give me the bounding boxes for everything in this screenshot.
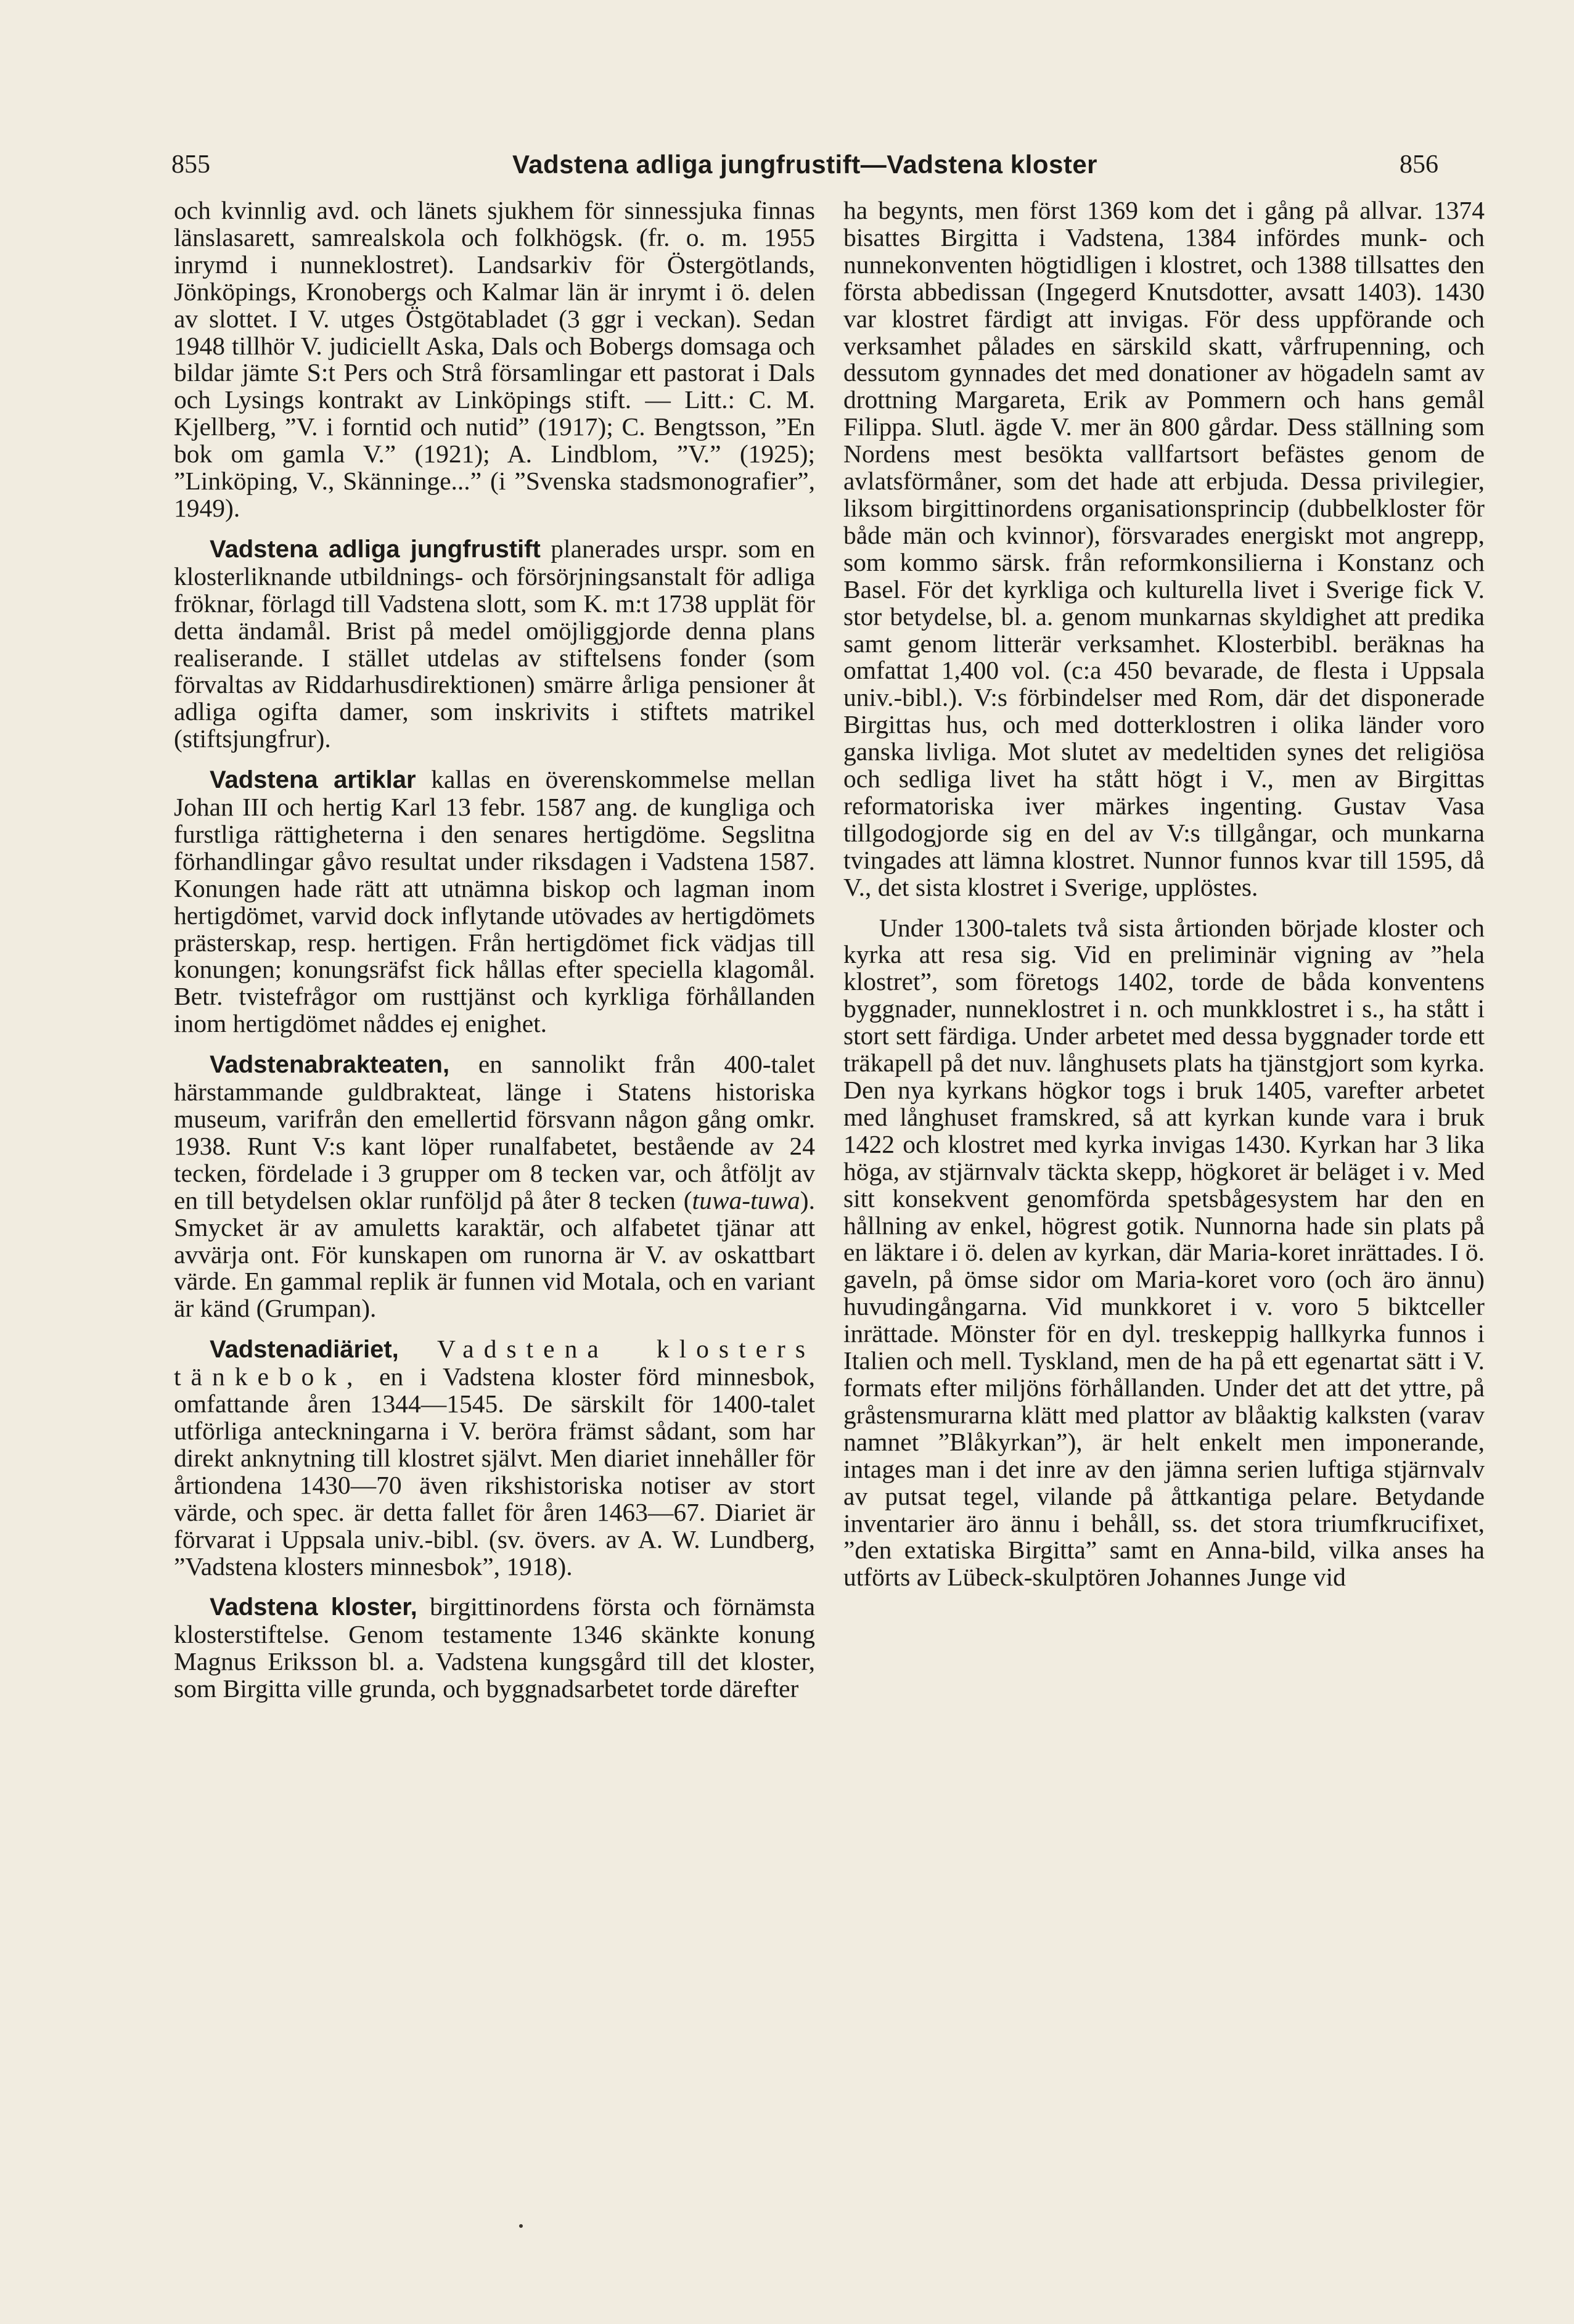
running-header xyxy=(171,143,1438,186)
entry-vadstenabrakteaten xyxy=(174,1051,815,1322)
continued-paragraph: ha begynts, men först 1369 kom det i gång på allvar. 1374 bisattes Birgitta i Vadstena, 1384 infördes munk- och nunnekonventen högtidligen i klostret, och 1388 tillsattes den första abbedissan (Ingegerd Knutsdotter, avsatt 1403). 1430 var klostret färdigt att invigas. För dess uppförande och verksamhet pålades en särskild skatt, vårfrupenning, och dessutom gynnades det med donationer av högadeln samt av drottning Margareta, Erik av Pommern och hans gemål Filippa. Slutl. ägde V. mer än 800 gårdar. Dess ställning som Nordens mest besökta vallfartsort befästes genom de avlatsförmåner, som det hade att erbjuda. Dessa privilegier, liksom birgittinordens organisationsprincip (dubbelkloster för både män och kvinnor), försvarades energiskt mot angrepp, som kommo särsk. från reformkonsilierna i Konstanz och Basel. För det kyrkliga och kulturella livet i Sverige fick V. stor betydelse, bl. a. genom munkarnas skyldighet att predika samt genom litterär verksamhet. Klosterbibl. beräknas ha omfattat 1,400 vol. (c:a 450 bevarade, de flesta i Uppsala univ.-bibl.). V:s förbindelser med Rom, där det disponerade Birgittas hus, och med dotterklostren i olika länder voro ganska livliga. Mot slutet av medeltiden synes det religiösa och sedliga livet ha stått högt i V., men av Birgittas reformatoriska iver märkes ingenting. Gustav Vasa tillgodogjorde sig en del av V:s tillgångar, och munkarna tvingades att lämna klostret. Nunnor funnos kvar till 1595, då V., det sista klostret i Sverige, upplöstes. xyxy=(843,197,1485,901)
entry-vadstenadiariet xyxy=(174,1336,815,1580)
entry-text: ). Smycket är av amuletts karaktär, och alfabetet tjänar att avvärja ont. För kunskapen om runorna är V. av oskattbart värde. En gammal replik är funnen vid Motala, och en variant är känd (Grumpan). xyxy=(174,1185,815,1323)
left-column xyxy=(174,197,815,2188)
page-number-right: 856 xyxy=(1400,150,1438,179)
entry-text: kallas en överenskommelse mellan Johan III och hertig Karl 13 febr. 1587 ang. de kungliga och furstliga rättigheterna i den senares hertigdöme. Segslitna förhandlingar gåvo resultat under riksdagen i Vadstena 1587. Konungen hade rätt att utnämna biskop och lagman inom hertigdömet, varvid dock inflytande utövades av hertigdömets prästerskap, resp. hertigen. Från hertigdömet fick vädjas till konungen; konungsräfst fick hållas efter speciella klagomål. Betr. tvistefrågor om rusttjänst och kyrkliga förhållanden inom hertigdömet nåddes ej enighet. xyxy=(174,765,815,1038)
entry-text: en sannolikt från 400-talet härstammande guldbrakteat, länge i Statens historiska museum, varifrån den emellertid försvann någon gång omkr. 1938. Runt V:s kant löper runalfabetet, bestående av 24 tecken, fördelade i 3 grupper om 8 tecken var, och åtföljt av en till betydelsen oklar runföljd på åter 8 tecken ( xyxy=(174,1050,815,1214)
continued-paragraph: och kvinnlig avd. och länets sjukhem för sinnessjuka finnas länslasarett, samrealskola och folkhögsk. (fr. o. m. 1955 inrymd i nunneklostret). Landsarkiv för Östergötlands, Jönköpings, Kronobergs och Kalmar län är inrymt i ö. delen av slottet. I V. utges Östgötabladet (3 ggr i veckan). Sedan 1948 tillhör V. judiciellt Aska, Dals och Bobergs domsaga och bildar jämte S:t Pers och Strå församlingar ett pastorat i Dals och Lysings kontrakt av Linköpings stift. — Litt.: C. M. Kjellberg, ”V. i forntid och nutid” (1917); C. Bengtsson, ”En bok om gamla V.” (1921); A. Lindblom, ”V.” (1925); ”Linköping, V., Skänninge...” (i ”Svenska stadsmonografier”, 1949). xyxy=(174,197,815,522)
entry-text: planerades urspr. som en klosterliknande utbildnings- och försörjningsanstalt för adliga fröknar, förlagd till Vadstena slott, som K. m:t 1738 upplät för detta ändamål. Brist på medel omöjliggjorde denna plans realiserande. I stället utdelas av stiftelsens fonder (som förvaltas av Riddarhusdirektionen) smärre årliga pensioner åt adliga ogifta damer, som inskrivits i stiftets matrikel (stiftsjungfrur). xyxy=(174,534,815,753)
entry-text: birgittinordens första och förnämsta klosterstiftelse. Genom testamente 1346 skänkte konung Magnus Eriksson bl. a. Vadstena kungsgård till det kloster, som Birgitta ville grunda, och byggnadsarbetet torde därefter xyxy=(174,1592,815,1703)
right-column xyxy=(843,197,1485,2188)
rune-sequence: tuwa-tuwa xyxy=(692,1185,800,1214)
entry-vadstena-kloster xyxy=(174,1594,815,1703)
entry-headword: Vadstena artiklar xyxy=(210,766,416,794)
entry-headword: Vadstenabrakteaten, xyxy=(210,1051,450,1079)
entry-headword: Vadstenadiäriet, xyxy=(210,1336,399,1364)
running-title: Vadstena adliga jungfrustift—Vadstena kloster xyxy=(512,150,1098,179)
print-speck xyxy=(519,2224,523,2228)
page-number-left: 855 xyxy=(171,150,210,179)
entry-vadstena-artiklar xyxy=(174,766,815,1037)
entry-headword: Vadstena adliga jungfrustift xyxy=(210,535,541,563)
entry-text: en i Vadstena kloster förd minnesbok, omfattande åren 1344—1545. De särskilt för 1400-talet utförliga anteckningarna i V. beröra främst sådant, som har direkt anknytning till klostret självt. Men diariet innehåller för årtiondena 1430—70 även rikshistoriska notiser av stort värde, och spec. är detta fallet för åren 1463—67. Diariet är förvarat i Uppsala univ.-bibl. (sv. övers. av A. W. Lundberg, ”Vadstena klosters minnesbok”, 1918). xyxy=(174,1362,815,1581)
entry-spaced-title: Vadstena klosters tänkebok, xyxy=(174,1335,815,1391)
paragraph: Under 1300-talets två sista årtionden började kloster och kyrka att resa sig. Vid en preliminär vigning av ”hela klostret”, som företogs 1402, torde de båda konventens byggnader, nunneklostret i n. och munkklostret i s., ha stått i stort sett färdiga. Under arbetet med dessa byggnader torde ett träkapell på det nuv. långhusets plats ha tjänstgjort som kyrka. Den nya kyrkans högkor togs i bruk 1405, varefter arbetet med långhuset framskred, så att kyrkan kunde vara i bruk 1422 och klostret med kyrka invigas 1430. Kyrkan har 3 lika höga, av stjärnvalv täckta skepp, högkoret är beläget i v. Med sitt konsekvent genomförda spetsbågesystem har den en hållning av enkel, högrest gotik. Nunnorna hade sin plats på en läktare i ö. delen av kyrkan, där Maria-koret inrättades. I ö. gaveln, på ömse sidor om Maria-koret voro (och äro ännu) huvudingångarna. Vid munkkoret i v. voro 5 biktceller inrättade. Mönster för en dyl. treskeppig hallkyrka funnos i Italien och mell. Tyskland, men de ha på ett egenartat sätt i V. formats efter miljöns förhållanden. Under det att det yttre, på gråstensmurarna klätt med plattor av blåaktig kalksten (varav namnet ”Blåkyrkan”), är helt enkelt men imponerande, intages man i det inre av den jämna serien luftiga stjärnvalv av putsat tegel, vilande på åttkantiga pelare. Betydande inventarier äro ännu i behåll, ss. det stora triumfkrucifixet, ”den extatiska Birgitta” samt en Anna-bild, vilka anses ha utförts av Lübeck-skulptören Johannes Junge vid xyxy=(843,913,1485,1592)
entry-headword: Vadstena kloster, xyxy=(210,1594,417,1621)
entry-vadstena-adliga-jungfrustift xyxy=(174,536,815,753)
